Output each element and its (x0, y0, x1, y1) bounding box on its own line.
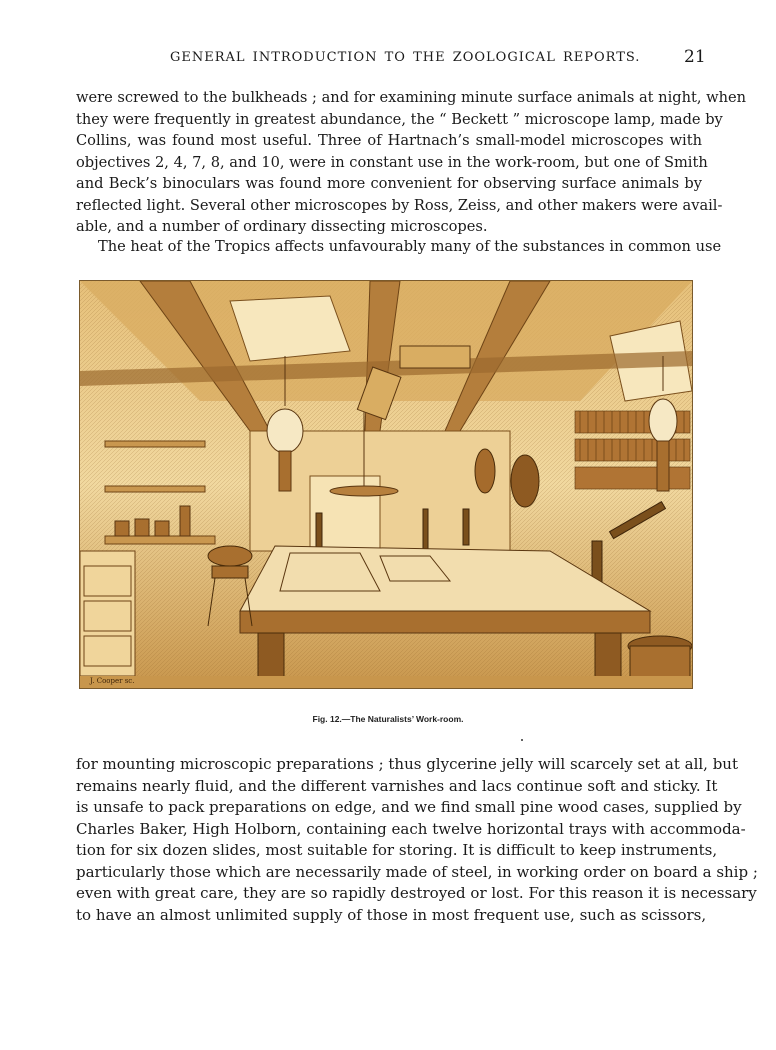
text-line: for mounting microscopic preparations ; thus glycerine jelly will scarcely set at all, but (76, 755, 738, 773)
engraving-illustration (80, 281, 692, 688)
text-line: tion for six dozen slides, most suitable for storing. It is difficult to keep instruments, (76, 841, 718, 859)
text-line: to have an almost unlimited supply of those in most frequent use, such as scissors, (76, 905, 707, 924)
page-number: 21 (684, 47, 706, 67)
text-line: and Beck’s binoculars was found more convenient for observing surface animals by (76, 175, 702, 192)
text-line: The heat of the Tropics affects unfavourably many of the substances in common use (98, 238, 722, 255)
text-line: even with great care, they are so rapidly destroyed or lost. For this reason it is necessary (76, 884, 757, 902)
text-line: is unsafe to pack preparations on edge, and we find small pine wood cases, supplied by (76, 798, 742, 816)
text-line: particularly those which are necessarily made of steel, in working order on board a ship ; (76, 862, 758, 881)
paragraph-tropics-start (76, 236, 722, 258)
text-line: they were frequently in greatest abundance, the “ Beckett ” microscope lamp, made by (76, 110, 723, 128)
paragraph-microscopes (76, 87, 747, 238)
text-line: able, and a number of ordinary dissecting microscopes. (76, 218, 488, 235)
text-line: were screwed to the bulkheads ; and for examining minute surface animals at night, when (76, 89, 747, 106)
text-line: Collins, was found most useful. Three of Hartnach’s small-model microscopes with (76, 132, 702, 149)
text-line: reflected light. Several other microscopes by Ross, Zeiss, and other makers were avail- (76, 196, 723, 214)
engraver-signature: J. Cooper sc. (90, 677, 135, 685)
figure-caption: Fig. 12.—The Naturalists’ Work-room. (312, 714, 464, 724)
paragraph-preparations (76, 754, 758, 926)
running-head (0, 47, 776, 70)
text-line: objectives 2, 4, 7, 8, and 10, were in constant use in the work-room, but one of Smith (76, 153, 708, 171)
text-line: remains nearly fluid, and the different varnishes and lacs continue soft and sticky. It (76, 776, 718, 795)
text-line: Charles Baker, High Holborn, containing each twelve horizontal trays with accommoda- (76, 819, 746, 838)
stray-mark (521, 739, 523, 741)
figure-work-room-engraving (79, 280, 693, 689)
running-head-title: GENERAL INTRODUCTION TO THE ZOOLOGICAL REPORTS. (170, 50, 641, 65)
